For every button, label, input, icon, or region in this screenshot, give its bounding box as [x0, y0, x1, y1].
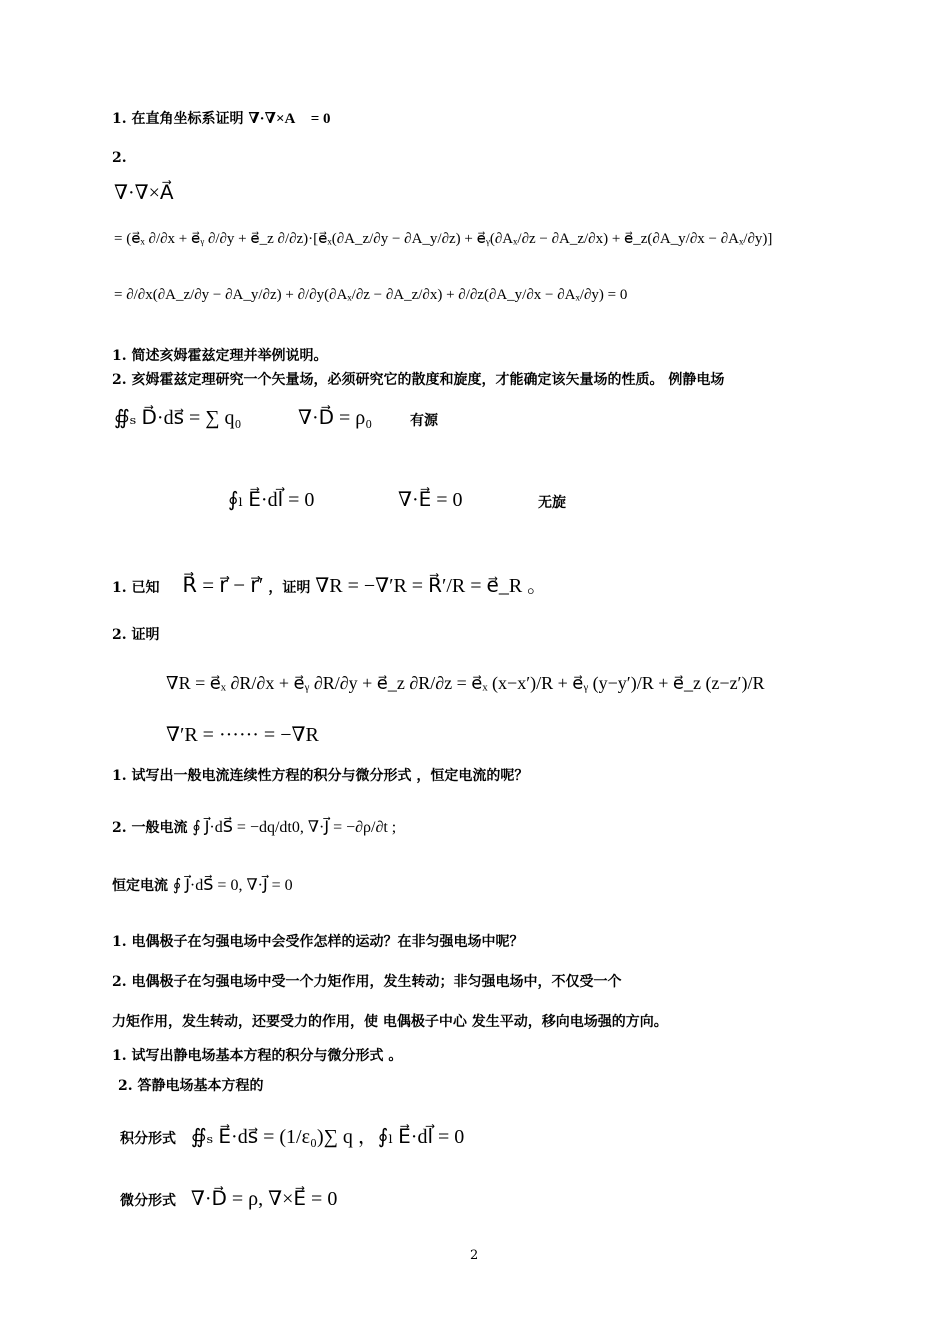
q1-question [112, 106, 331, 132]
q6-answer-label: 2. 答静电场基本方程的 [118, 1078, 264, 1094]
q3-question [112, 572, 547, 599]
q1-step1: = (e⃗ₓ ∂/∂x + e⃗ᵧ ∂/∂y + e⃗_z ∂/∂z)·[e⃗ₓ(∂A_z/∂y − ∂A_y/∂z) + e⃗ᵧ(∂Aₓ/∂z − ∂A_z/∂x) + e⃗_z(∂A_y/∂x − ∂Aₓ/∂y)] [114, 231, 773, 247]
page-number: 2 [470, 1248, 479, 1263]
q5-answer-line2: 力矩作用，发生转动，还要受力的作用，使 电偶极子中心 发生平动，移向电场强的方向。 [112, 1014, 668, 1030]
q4-general-eq: ∮ J⃗·dS⃗ = −dq/dt0, ∇·J⃗ = −∂ρ/∂t ; [192, 819, 397, 836]
q3-prove: ∇R = −∇′R = R⃗′/R = e⃗_R 。 [315, 575, 548, 597]
q6-differential-label: 微分形式 [120, 1193, 176, 1209]
q4-question: 1. 试写出一般电流连续性方程的积分与微分形式 ，恒定电流的呢？ [112, 768, 529, 784]
q5-question: 1. 电偶极子在匀强电场中会受作怎样的运动？在非匀强电场中呢？ [112, 934, 524, 950]
q2-question: 1. 简述亥姆霍兹定理并举例说明。 [112, 348, 328, 364]
q2-eq1b: ∇·D⃗ = ρ₀ [298, 407, 373, 429]
q3-eq2: ∇′R = ······ = −∇R [166, 724, 319, 746]
q1-question-label: 1. 在直角坐标系证明 [112, 111, 244, 127]
q4-steady [112, 873, 293, 899]
q1-step0: ∇·∇×A⃗ [114, 182, 174, 204]
q3-question-label: 1. 已知 [112, 580, 160, 596]
q4-general [112, 815, 396, 841]
q6-integral [120, 1124, 464, 1150]
q1-question-formula: ∇·∇×A⃗ = 0 [248, 111, 331, 127]
q2-eq1a: ∯ₛ D⃗·ds⃗ = ∑ q₀ [114, 407, 242, 429]
q2-eq2b: ∇·E⃗ = 0 [398, 489, 463, 511]
q6-differential [120, 1186, 337, 1212]
q1-answer-label: 2. [112, 150, 127, 166]
q6-differential-eq: ∇·D⃗ = ρ, ∇×E⃗ = 0 [190, 1188, 338, 1210]
q2-eq2a: ∮ₗ E⃗·dl⃗ = 0 [228, 489, 315, 511]
q4-general-label: 2. 一般电流 [112, 820, 188, 836]
q2-answer: 2. 亥姆霍兹定理研究一个矢量场，必须研究它的散度和旋度，才能确定该矢量场的性质。 例静电场 [112, 372, 725, 388]
q2-note-source: 有源 [410, 413, 438, 429]
q4-steady-label: 恒定电流 [112, 878, 168, 894]
q6-integral-eq: ∯ₛ E⃗·ds⃗ = (1/ε₀)∑ q ，∮ₗ E⃗·dl⃗ = 0 [190, 1126, 465, 1148]
q3-given: R⃗ = r⃗ − r⃗′ [182, 573, 264, 597]
q3-answer-label: 2. 证明 [112, 627, 160, 643]
q3-eq1: ∇R = e⃗ₓ ∂R/∂x + e⃗ᵧ ∂R/∂y + e⃗_z ∂R/∂z = e⃗ₓ (x−x′)/R + e⃗ᵧ (y−y′)/R + e⃗_z (z−z′)/R [166, 673, 765, 693]
q5-answer-line1: 2. 电偶极子在匀强电场中受一个力矩作用，发生转动；非匀强电场中，不仅受一个 [112, 974, 622, 990]
q1-step2: = ∂/∂x(∂A_z/∂y − ∂A_y/∂z) + ∂/∂y(∂Aₓ/∂z − ∂A_z/∂x) + ∂/∂z(∂A_y/∂x − ∂Aₓ/∂y) = 0 [114, 287, 628, 303]
q3-prove-label: ，证明 [268, 580, 311, 596]
q4-steady-eq: ∮ J⃗·dS⃗ = 0, ∇·J⃗ = 0 [172, 877, 293, 894]
q2-note-irrotational: 无旋 [538, 495, 566, 511]
q6-integral-label: 积分形式 [120, 1131, 176, 1147]
q6-question: 1. 试写出静电场基本方程的积分与微分形式 。 [112, 1048, 403, 1064]
